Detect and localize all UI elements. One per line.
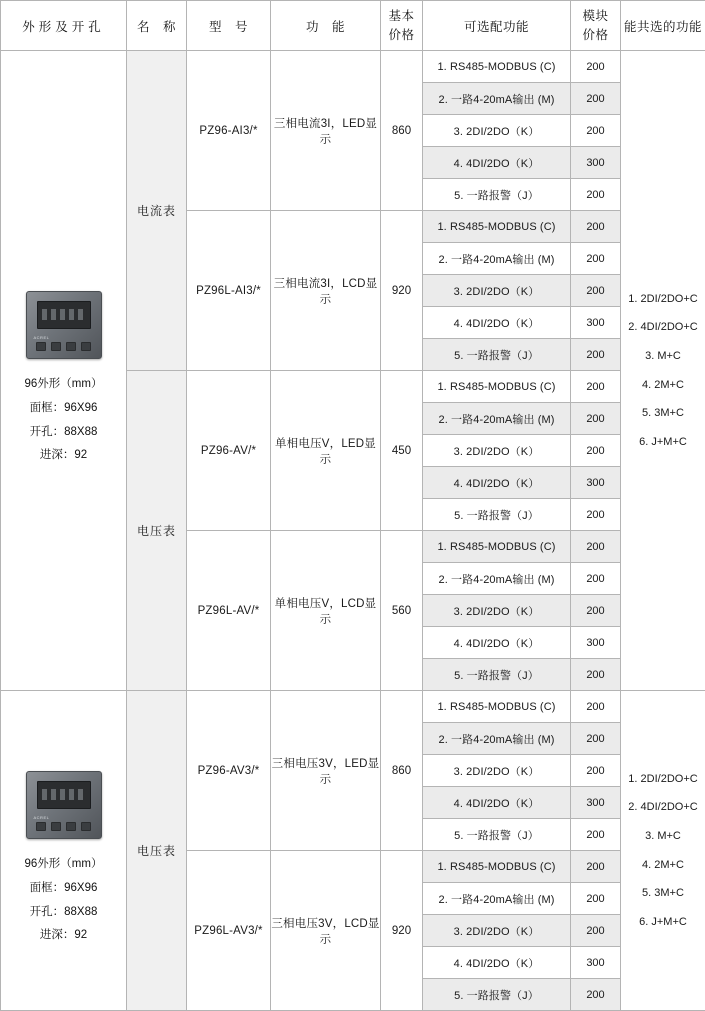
- option-price: 300: [571, 627, 621, 659]
- base-price-pz96-av3: 860: [381, 691, 423, 851]
- option-price: 200: [571, 403, 621, 435]
- base-price-pz96l-ai3: 920: [381, 211, 423, 371]
- panel-meter-image: [1, 753, 126, 853]
- outline-cell-1: [1, 51, 127, 691]
- option-price: 200: [571, 83, 621, 115]
- option-label: 4. 4DI/2DO（K）: [423, 467, 571, 499]
- option-label: 1. RS485-MODBUS (C): [423, 691, 571, 723]
- option-label: 5. 一路报警（J）: [423, 819, 571, 851]
- header-model: 型 号: [187, 1, 271, 51]
- model-pz96-ai3: PZ96-AI3/*: [187, 51, 271, 211]
- table-body: [1, 51, 705, 1011]
- meter-brand-label: ACREL: [34, 815, 50, 820]
- option-price: 200: [571, 115, 621, 147]
- option-price: 200: [571, 883, 621, 915]
- option-label: 4. 4DI/2DO（K）: [423, 147, 571, 179]
- header-name: 名 称: [127, 1, 187, 51]
- option-price: 300: [571, 467, 621, 499]
- header-module-price: 模块 价格: [571, 1, 621, 51]
- option-price: 200: [571, 211, 621, 243]
- option-price: 300: [571, 307, 621, 339]
- option-price: 300: [571, 947, 621, 979]
- option-label: 3. 2DI/2DO（K）: [423, 915, 571, 947]
- table-row: [1, 691, 705, 723]
- option-price: 200: [571, 851, 621, 883]
- outline-cell-2: [1, 691, 127, 1011]
- meter-brand-label: ACREL: [34, 335, 50, 340]
- option-label: 3. 2DI/2DO（K）: [423, 755, 571, 787]
- option-label: 5. 一路报警（J）: [423, 179, 571, 211]
- option-label: 2. 一路4-20mA输出 (M): [423, 563, 571, 595]
- option-label: 2. 一路4-20mA输出 (M): [423, 83, 571, 115]
- function-pz96-ai3: 三相电流3I，LED显示: [271, 51, 381, 211]
- option-label: 5. 一路报警（J）: [423, 339, 571, 371]
- outline-dimensions-2: 96外形（mm） 面框：96X96 开孔：88X88 进深：92: [1, 853, 126, 947]
- option-label: 1. RS485-MODBUS (C): [423, 851, 571, 883]
- option-price: 200: [571, 915, 621, 947]
- option-price: 300: [571, 147, 621, 179]
- model-pz96-av: PZ96-AV/*: [187, 371, 271, 531]
- option-price: 200: [571, 595, 621, 627]
- option-label: 2. 一路4-20mA输出 (M): [423, 723, 571, 755]
- option-price: 200: [571, 563, 621, 595]
- table-header-row: [1, 1, 705, 51]
- option-price: 200: [571, 723, 621, 755]
- option-price: 200: [571, 371, 621, 403]
- option-label: 1. RS485-MODBUS (C): [423, 51, 571, 83]
- model-pz96-av3: PZ96-AV3/*: [187, 691, 271, 851]
- header-base-price: 基本 价格: [381, 1, 423, 51]
- option-price: 200: [571, 499, 621, 531]
- option-price: 200: [571, 691, 621, 723]
- base-price-pz96-av: 450: [381, 371, 423, 531]
- option-price: 200: [571, 819, 621, 851]
- model-pz96l-av3: PZ96L-AV3/*: [187, 851, 271, 1011]
- option-price: 200: [571, 339, 621, 371]
- option-label: 4. 4DI/2DO（K）: [423, 627, 571, 659]
- option-label: 3. 2DI/2DO（K）: [423, 435, 571, 467]
- function-pz96l-av: 单相电压V，LCD显示: [271, 531, 381, 691]
- option-label: 1. RS485-MODBUS (C): [423, 531, 571, 563]
- option-price: 200: [571, 435, 621, 467]
- option-label: 4. 4DI/2DO（K）: [423, 947, 571, 979]
- option-price: 200: [571, 179, 621, 211]
- option-label: 5. 一路报警（J）: [423, 659, 571, 691]
- option-price: 200: [571, 755, 621, 787]
- option-label: 1. RS485-MODBUS (C): [423, 211, 571, 243]
- header-shared: 能共选的功能: [621, 1, 705, 51]
- base-price-pz96-ai3: 860: [381, 51, 423, 211]
- shared-functions-1: 1. 2DI/2DO+C 2. 4DI/2DO+C 3. M+C 4. 2M+C 5. 3M+C 6. J+M+C: [621, 51, 705, 691]
- option-price: 200: [571, 659, 621, 691]
- header-outline: 外形及开孔: [1, 1, 127, 51]
- category-name-current-meter: 电流表: [127, 51, 187, 371]
- option-label: 3. 2DI/2DO（K）: [423, 275, 571, 307]
- option-price: 300: [571, 787, 621, 819]
- option-price: 200: [571, 979, 621, 1011]
- option-label: 2. 一路4-20mA输出 (M): [423, 243, 571, 275]
- table-row: [1, 51, 705, 83]
- option-price: 200: [571, 531, 621, 563]
- option-label: 1. RS485-MODBUS (C): [423, 371, 571, 403]
- option-label: 4. 4DI/2DO（K）: [423, 787, 571, 819]
- shared-functions-2: 1. 2DI/2DO+C 2. 4DI/2DO+C 3. M+C 4. 2M+C 5. 3M+C 6. J+M+C: [621, 691, 705, 1011]
- function-pz96-av3: 三相电压3V，LED显示: [271, 691, 381, 851]
- function-pz96l-ai3: 三相电流3I，LCD显示: [271, 211, 381, 371]
- option-label: 4. 4DI/2DO（K）: [423, 307, 571, 339]
- header-optional: 可选配功能: [423, 1, 571, 51]
- base-price-pz96l-av: 560: [381, 531, 423, 691]
- category-name-voltage-meter-2: 电压表: [127, 691, 187, 1011]
- option-label: 3. 2DI/2DO（K）: [423, 595, 571, 627]
- function-pz96l-av3: 三相电压3V，LCD显示: [271, 851, 381, 1011]
- option-price: 200: [571, 51, 621, 83]
- option-label: 2. 一路4-20mA输出 (M): [423, 403, 571, 435]
- model-pz96l-ai3: PZ96L-AI3/*: [187, 211, 271, 371]
- option-price: 200: [571, 275, 621, 307]
- outline-dimensions-1: 96外形（mm） 面框：96X96 开孔：88X88 进深：92: [1, 373, 126, 467]
- category-name-voltage-meter-1: 电压表: [127, 371, 187, 691]
- option-price: 200: [571, 243, 621, 275]
- option-label: 3. 2DI/2DO（K）: [423, 115, 571, 147]
- header-function: 功 能: [271, 1, 381, 51]
- base-price-pz96l-av3: 920: [381, 851, 423, 1011]
- option-label: 5. 一路报警（J）: [423, 979, 571, 1011]
- function-pz96-av: 单相电压V，LED显示: [271, 371, 381, 531]
- option-label: 2. 一路4-20mA输出 (M): [423, 883, 571, 915]
- option-label: 5. 一路报警（J）: [423, 499, 571, 531]
- model-pz96l-av: PZ96L-AV/*: [187, 531, 271, 691]
- panel-meter-image: [1, 273, 126, 373]
